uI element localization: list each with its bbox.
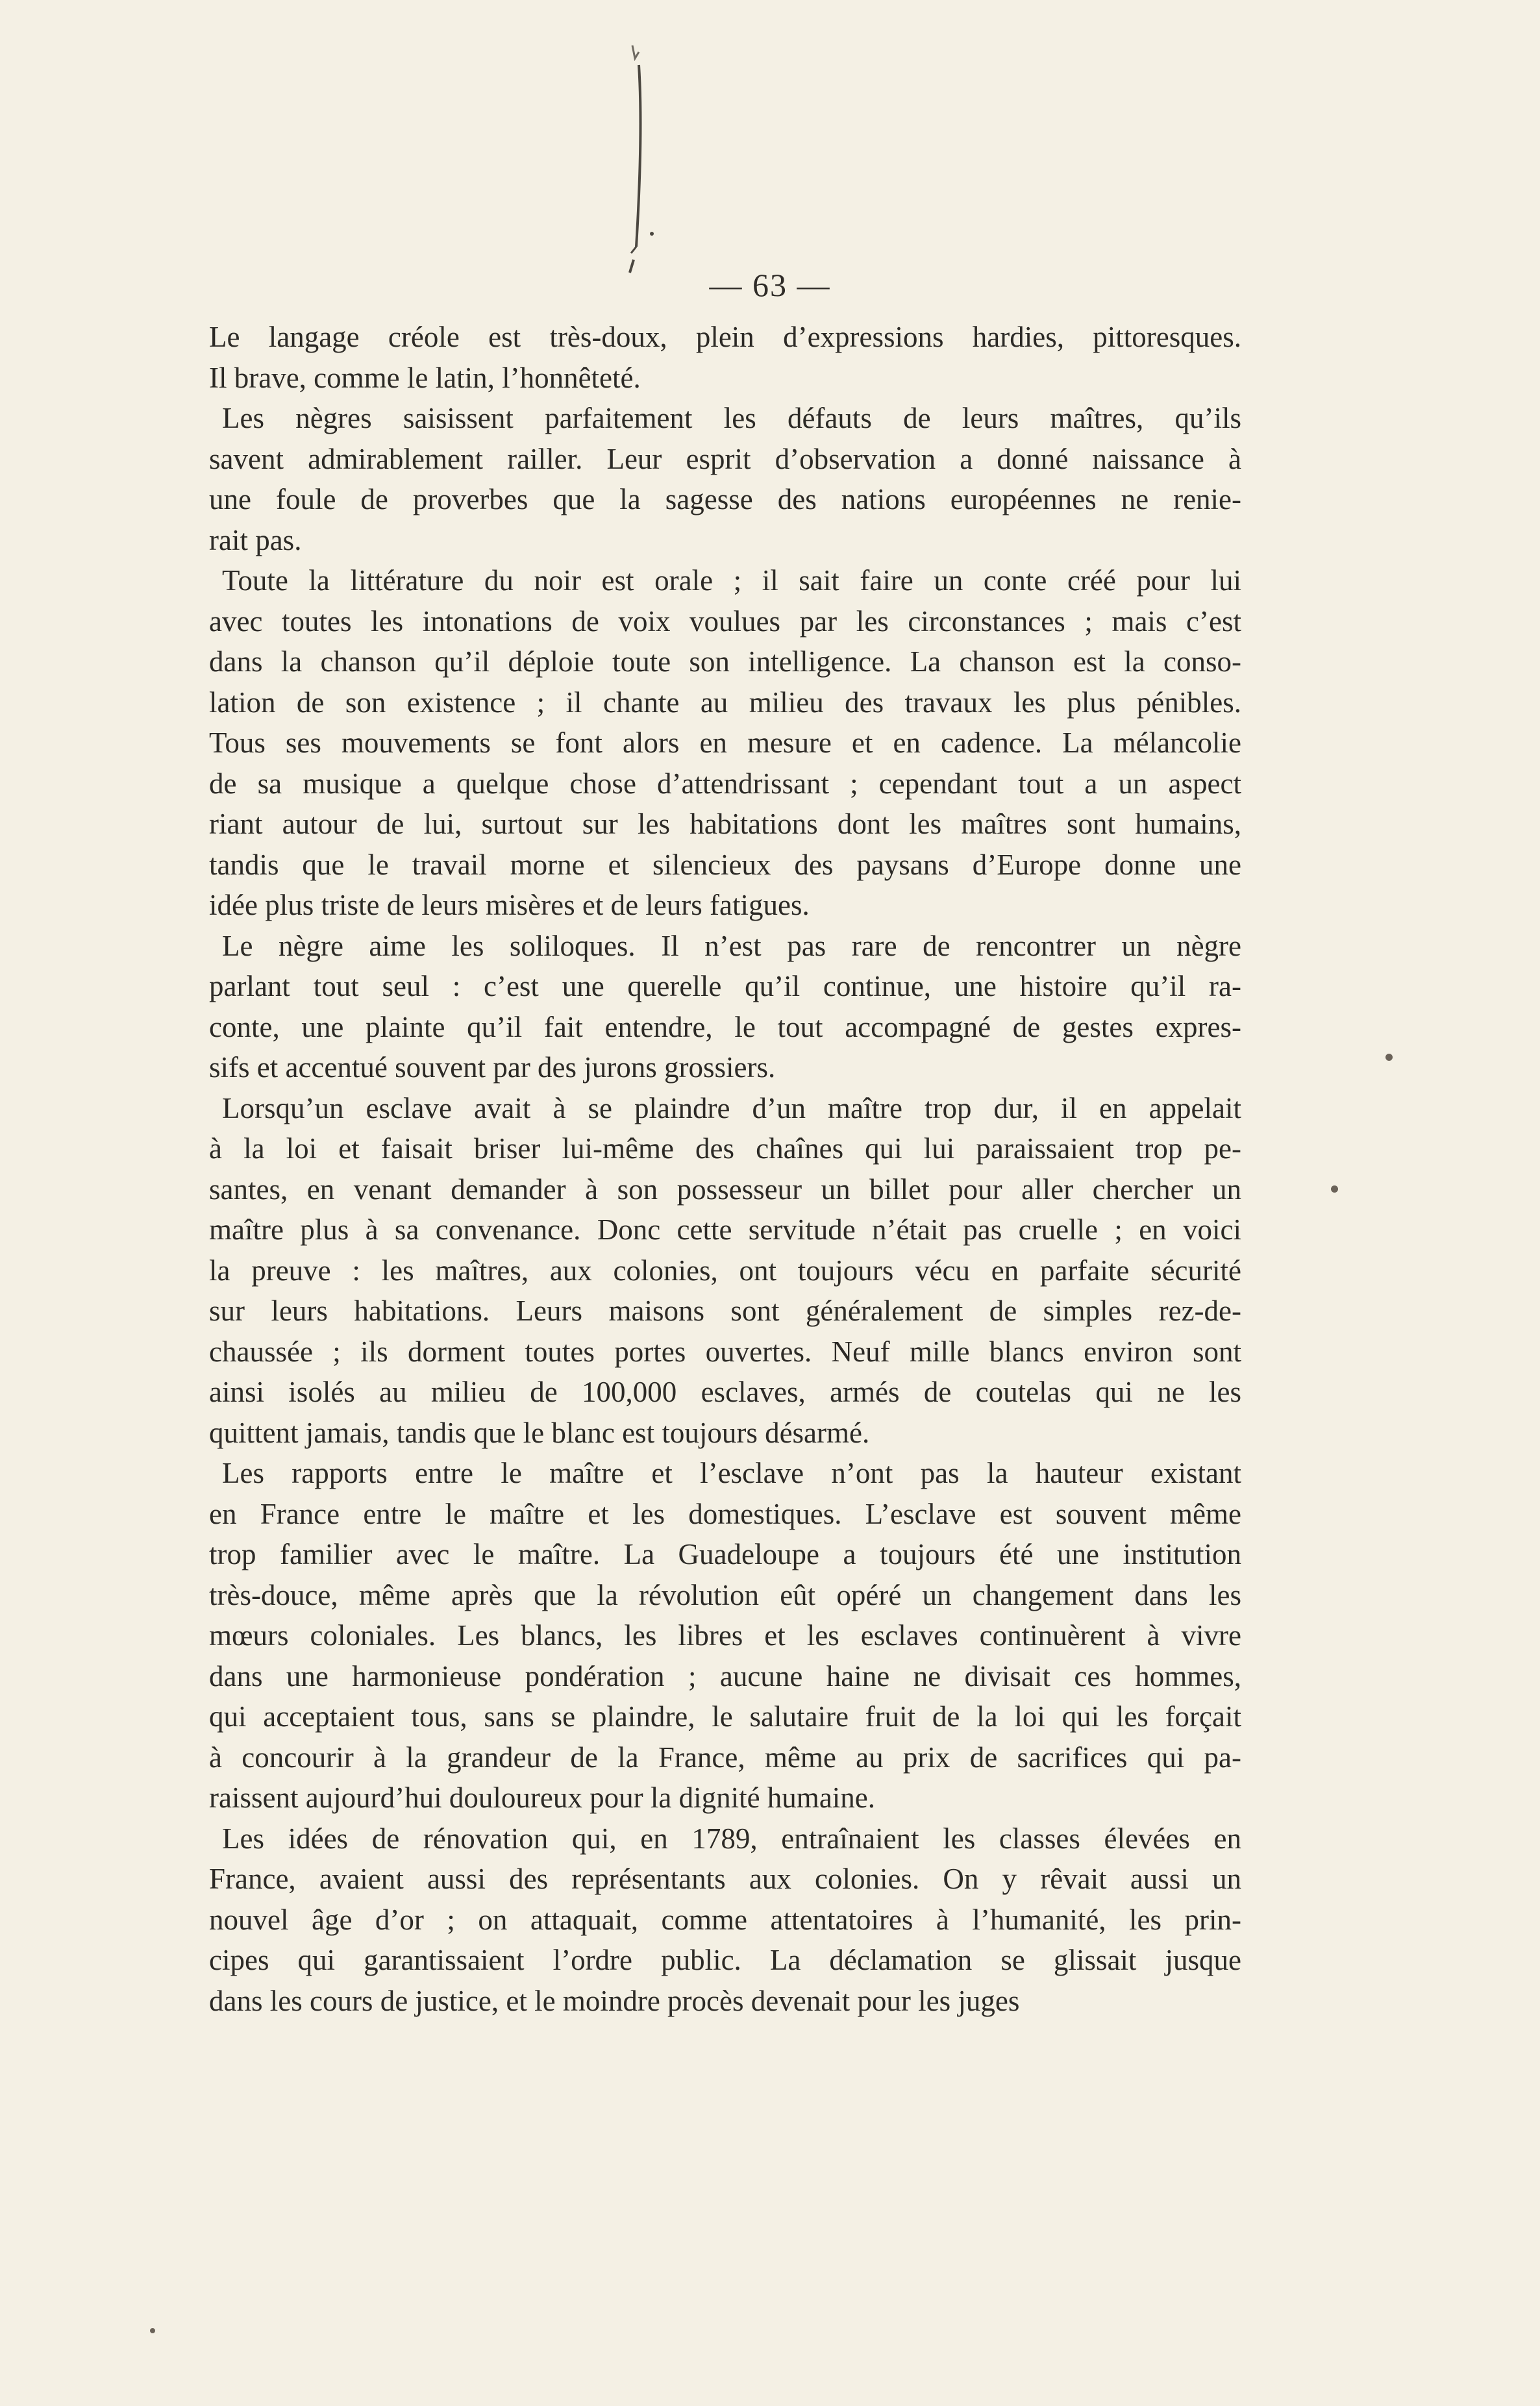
paper-speck	[1385, 1054, 1393, 1061]
text-line: Il brave, comme le latin, l’honnêteté.	[209, 361, 641, 394]
text-line: savent admirablement railler. Leur esprit d’observation a donné naissance à	[209, 442, 1241, 475]
text-line: conte, une plainte qu’il fait entendre, le tout accompagné de gestes expres-	[209, 1010, 1241, 1043]
text-line: riant autour de lui, surtout sur les habitations dont les maîtres sont humains,	[209, 808, 1241, 840]
text-line: Toute la littérature du noir est orale ; il sait faire un conte créé pour lui	[222, 564, 1241, 597]
text-line: Le nègre aime les soliloques. Il n’est pas rare de rencontrer un nègre	[222, 929, 1241, 962]
text-line: tandis que le travail morne et silencieux des paysans d’Europe donne une	[209, 848, 1241, 881]
text-line: idée plus triste de leurs misères et de leurs fatigues.	[209, 889, 810, 921]
text-line: lation de son existence ; il chante au milieu des travaux les plus pénibles.	[209, 686, 1241, 719]
text-line: dans une harmonieuse pondération ; aucune haine ne divisait ces hommes,	[209, 1659, 1241, 1693]
text-line: la preuve : les maîtres, aux colonies, ont toujours vécu en parfaite sécurité	[209, 1254, 1241, 1287]
body-text	[209, 317, 1241, 2021]
text-line: Les rapports entre le maître et l’esclave n’ont pas la hauteur existant	[222, 1457, 1241, 1489]
text-line: qui acceptaient tous, sans se plaindre, le salutaire fruit de la loi qui les forçait	[209, 1700, 1241, 1733]
text-line: sifs et accentué souvent par des jurons grossiers.	[209, 1051, 776, 1084]
paragraph	[209, 926, 1241, 1088]
text-line: chaussée ; ils dorment toutes portes ouvertes. Neuf mille blancs environ sont	[209, 1335, 1241, 1368]
text-line: cipes qui garantissaient l’ordre public. La déclamation se glissait jusque	[209, 1944, 1241, 1976]
text-line: à la loi et faisait briser lui-même des chaînes qui lui paraissaient trop pe-	[209, 1132, 1241, 1165]
paragraph	[209, 398, 1241, 560]
text-line: quittent jamais, tandis que le blanc est toujours désarmé.	[209, 1416, 870, 1449]
paper-speck	[150, 2328, 155, 2333]
page-number: — 63 —	[709, 267, 831, 303]
text-line: de sa musique a quelque chose d’attendrissant ; cependant tout a un aspect	[209, 767, 1241, 800]
text-line: ainsi isolés au milieu de 100,000 esclaves, armés de coutelas qui ne les	[209, 1376, 1241, 1408]
paragraph	[209, 1088, 1241, 1454]
text-line: nouvel âge d’or ; on attaquait, comme attentatoires à l’humanité, les prin-	[209, 1903, 1241, 1936]
text-line: trop familier avec le maître. La Guadeloupe a toujours été une institution	[209, 1538, 1241, 1570]
text-line: parlant tout seul : c’est une querelle qu’il continue, une histoire qu’il ra-	[209, 970, 1241, 1002]
text-line: Les nègres saisissent parfaitement les défauts de leurs maîtres, qu’ils	[222, 402, 1241, 434]
text-line: maître plus à sa convenance. Donc cette servitude n’était pas cruelle ; en voici	[209, 1213, 1241, 1246]
handwritten-pencil-mark	[613, 39, 665, 299]
text-line: rait pas.	[209, 523, 302, 556]
paragraph	[209, 1818, 1241, 2022]
text-line: sur leurs habitations. Leurs maisons sont généralement de simples rez-de-	[209, 1295, 1241, 1327]
paragraph	[209, 317, 1241, 398]
text-line: Lorsqu’un esclave avait à se plaindre d’un maître trop dur, il en appelait	[222, 1091, 1241, 1124]
text-line: très-douce, même après que la révolution eût opéré un changement dans les	[209, 1578, 1241, 1611]
text-line: dans les cours de justice, et le moindre procès devenait pour les juges	[209, 1984, 1020, 2017]
text-line: mœurs coloniales. Les blancs, les libres et les esclaves continuèrent à vivre	[209, 1619, 1241, 1652]
text-line: France, avaient aussi des représentants aux colonies. On y rêvait aussi un	[209, 1863, 1241, 1895]
paragraph	[209, 1453, 1241, 1818]
paragraph	[209, 560, 1241, 926]
text-line: dans la chanson qu’il déploie toute son intelligence. La chanson est la conso-	[209, 645, 1241, 678]
text-line: Tous ses mouvements se font alors en mesure et en cadence. La mélancolie	[209, 726, 1241, 759]
text-line: en France entre le maître et les domestiques. L’esclave est souvent même	[209, 1497, 1241, 1530]
text-line: Le langage créole est très-doux, plein d’expressions hardies, pittoresques.	[209, 321, 1241, 353]
text-line: une foule de proverbes que la sagesse des nations européennes ne renie-	[209, 483, 1241, 515]
text-line: santes, en venant demander à son possesseur un billet pour aller chercher un	[209, 1172, 1241, 1206]
text-line: à concourir à la grandeur de la France, même au prix de sacrifices qui pa-	[209, 1741, 1241, 1774]
text-line: avec toutes les intonations de voix voulues par les circonstances ; mais c’est	[209, 604, 1241, 638]
text-line: Les idées de rénovation qui, en 1789, entraînaient les classes élevées en	[222, 1822, 1241, 1855]
paper-speck	[1331, 1185, 1338, 1193]
text-line: raissent aujourd’hui douloureux pour la dignité humaine.	[209, 1781, 876, 1814]
